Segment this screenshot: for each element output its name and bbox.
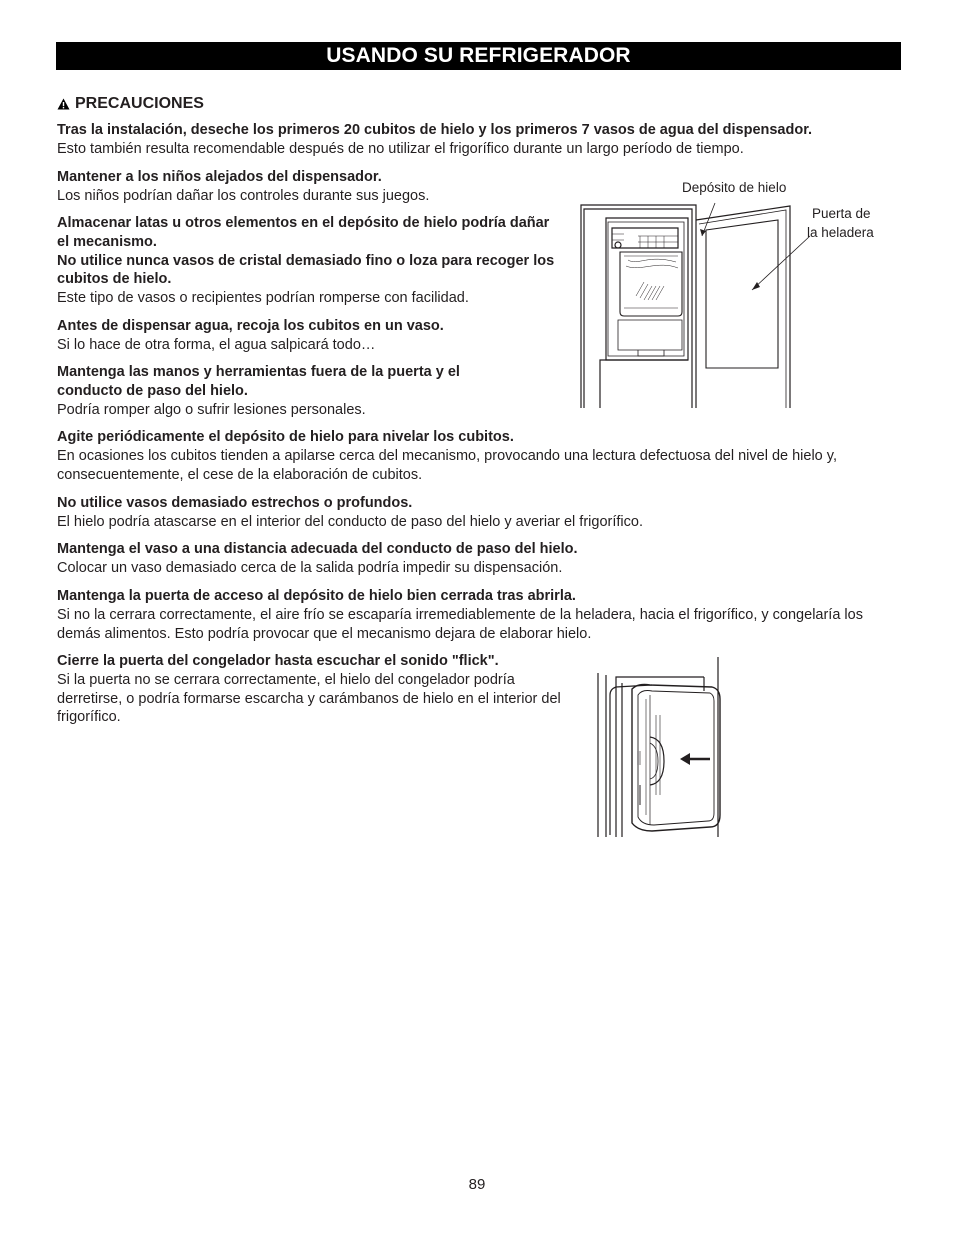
paragraph-7 bbox=[57, 494, 902, 532]
section-heading bbox=[57, 94, 204, 114]
paragraph-7-bold: No utilice vasos demasiado estrechos o profundos. bbox=[57, 495, 413, 511]
paragraph-3 bbox=[57, 214, 562, 308]
paragraph-6-bold: Agite periódicamente el depósito de hielo para nivelar los cubitos. bbox=[57, 429, 514, 445]
ice-compartment-illustration bbox=[578, 200, 803, 412]
paragraph-4-text: Si lo hace de otra forma, el agua salpicará todo… bbox=[57, 336, 376, 353]
paragraph-3-text: Este tipo de vasos o recipientes podrían romperse con facilidad. bbox=[57, 290, 469, 307]
paragraph-6 bbox=[57, 428, 902, 484]
section-heading-text: PRECAUCIONES bbox=[75, 95, 204, 112]
page-header: USANDO SU REFRIGERADOR bbox=[56, 42, 901, 70]
paragraph-10-text: Si la puerta no se cerrara correctamente, el hielo del congelador podría derretirse, o podría formarse escarcha y carámbanos de hielo en el interior del frigorífico. bbox=[57, 671, 561, 726]
paragraph-2 bbox=[57, 168, 557, 206]
paragraph-8-bold: Mantenga el vaso a una distancia adecuada del conducto de paso del hielo. bbox=[57, 541, 578, 557]
ice-door-label-line1: Puerta de bbox=[812, 206, 871, 221]
paragraph-5 bbox=[57, 363, 527, 419]
freezer-door-illustration bbox=[594, 655, 722, 839]
paragraph-9-bold: Mantenga la puerta de acceso al depósito de hielo bien cerrada tras abrirla. bbox=[57, 588, 576, 604]
warning-icon bbox=[57, 98, 70, 110]
paragraph-8-text: Colocar un vaso demasiado cerca de la salida podría impedir su dispensación. bbox=[57, 559, 563, 576]
paragraph-6-text: En ocasiones los cubitos tienden a apilarse cerca del mecanismo, provocando una lectura defectuosa del nivel de hielo y, consecuentemente, el cese de la elaboración de cubitos. bbox=[57, 447, 837, 483]
paragraph-4-bold: Antes de dispensar agua, recoja los cubitos en un vaso. bbox=[57, 318, 444, 334]
page-number: 89 bbox=[468, 1176, 486, 1193]
ice-bin-label: Depósito de hielo bbox=[682, 180, 787, 195]
paragraph-5-bold: Mantenga las manos y herramientas fuera de la puerta y el conducto de paso del hielo. bbox=[57, 364, 460, 399]
paragraph-4 bbox=[57, 317, 557, 355]
paragraph-9-text: Si no la cerrara correctamente, el aire frío se escaparía irremediablemente de la heladera, hacia el frigorífico, y congelaría los demás alimentos. Esto podría provocar que el mecanismo dejara de elaborar hielo. bbox=[57, 606, 863, 642]
paragraph-3-bold: Almacenar latas u otros elementos en el depósito de hielo podría dañar el mecanismo. bbox=[57, 215, 550, 250]
paragraph-3-bold2: No utilice nunca vasos de cristal demasiado fino o loza para recoger los cubitos de hielo. bbox=[57, 252, 555, 288]
paragraph-1-bold: Tras la instalación, deseche los primeros 20 cubitos de hielo y los primeros 7 vasos de agua del dispensador. bbox=[57, 122, 813, 138]
paragraph-2-text: Los niños podrían dañar los controles durante sus juegos. bbox=[57, 187, 430, 204]
paragraph-8 bbox=[57, 540, 902, 578]
paragraph-7-text: El hielo podría atascarse en el interior del conducto de paso del hielo y averiar el frigorífico. bbox=[57, 513, 643, 530]
ice-door-label-line2: la heladera bbox=[807, 225, 874, 240]
paragraph-9 bbox=[57, 587, 902, 643]
paragraph-10 bbox=[57, 652, 567, 727]
paragraph-10-bold: Cierre la puerta del congelador hasta escuchar el sonido "flick". bbox=[57, 653, 499, 669]
paragraph-1 bbox=[57, 121, 907, 159]
paragraph-5-text: Podría romper algo o sufrir lesiones personales. bbox=[57, 401, 366, 418]
paragraph-2-bold: Mantener a los niños alejados del dispensador. bbox=[57, 169, 382, 185]
paragraph-1-text: Esto también resulta recomendable después de no utilizar el frigorífico durante un largo período de tiempo. bbox=[57, 140, 744, 157]
